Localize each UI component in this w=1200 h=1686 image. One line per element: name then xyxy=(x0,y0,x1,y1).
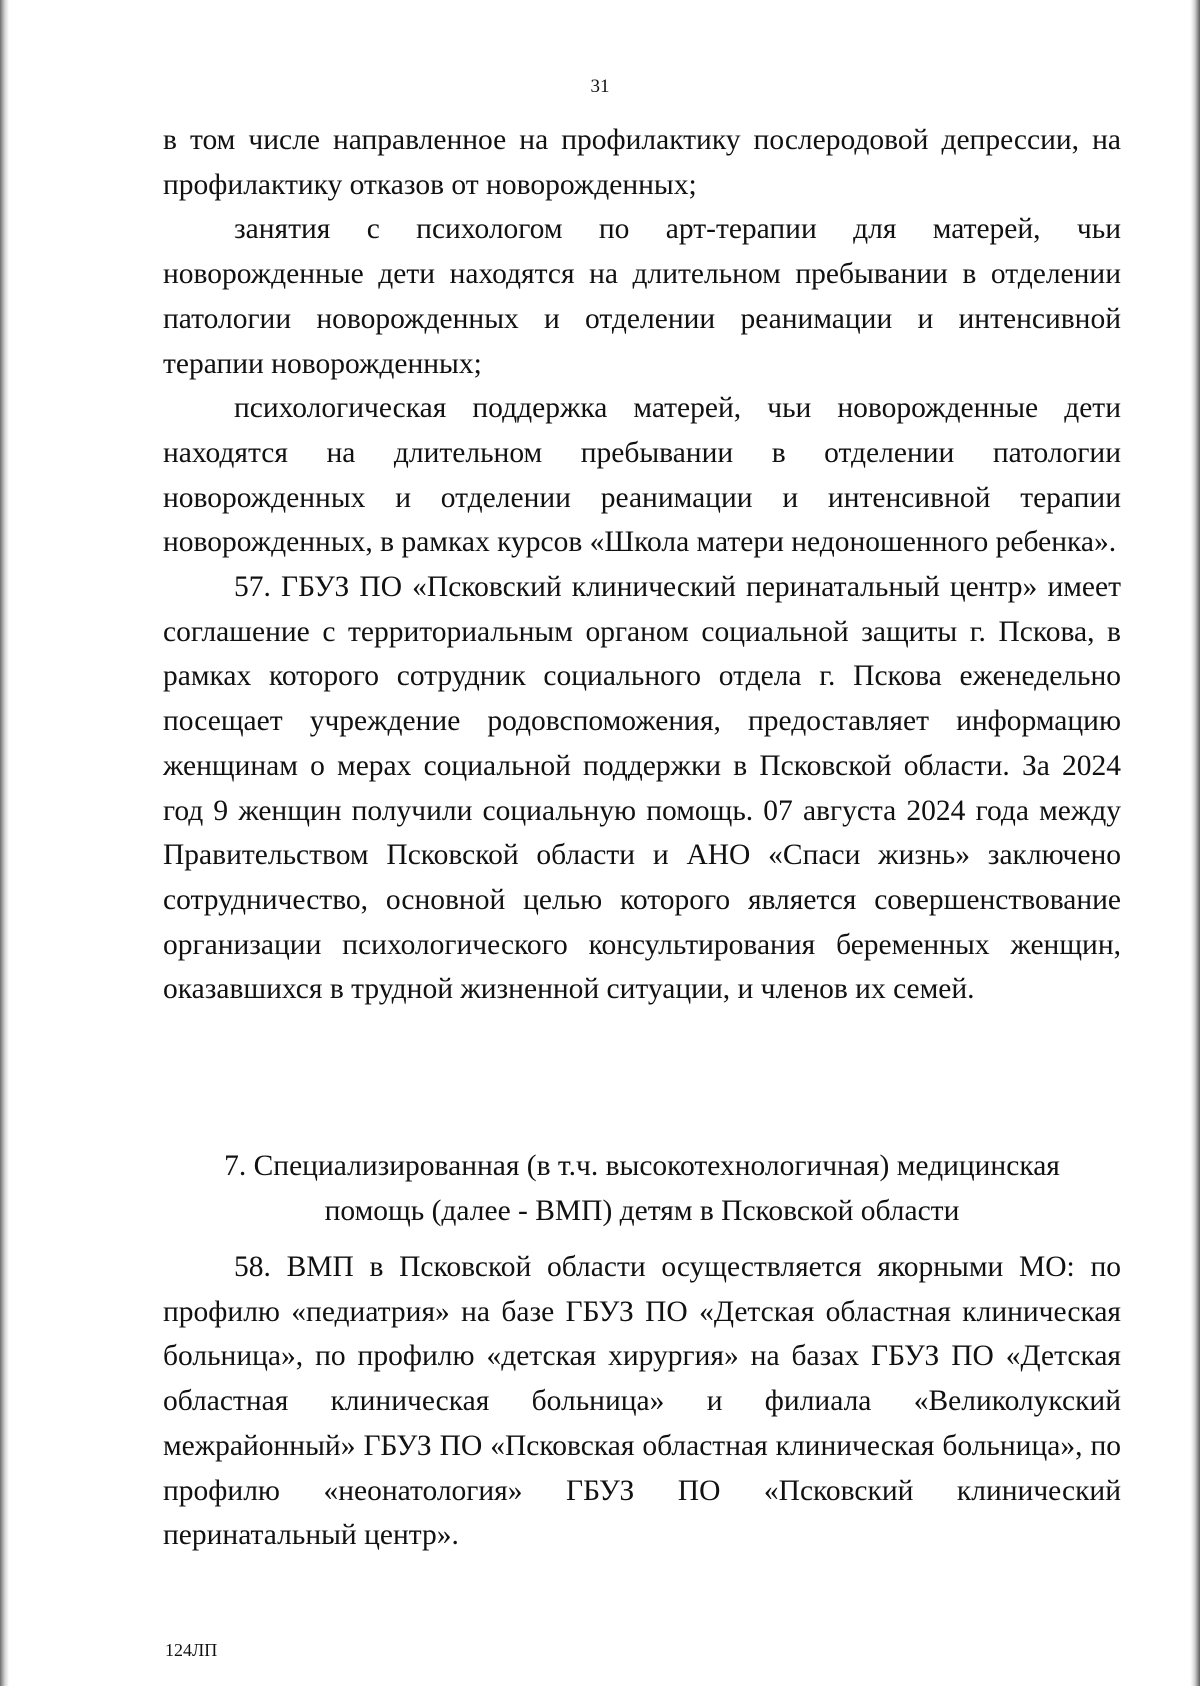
paragraph-art-therapy: занятия с психологом по арт-терапии для матерей, чьи новорожденные дети находятся на длительном пребывании в отделении патологии новорожденных и отделении реанимации и интенсивной терапии новорожденных; xyxy=(163,213,1121,380)
page-number: 31 xyxy=(590,76,610,97)
paragraph-continuation: в том числе направленное на профилактику послеродовой депрессии, на профилактику отказов от новорожденных; xyxy=(163,124,1121,201)
body-text-bottom xyxy=(163,1245,1121,1558)
body-text-top xyxy=(163,118,1121,1012)
section-heading xyxy=(163,1144,1121,1233)
scan-edge-right xyxy=(1190,0,1200,1686)
scan-edge-left xyxy=(0,0,9,1686)
section-heading-line-1: 7. Специализированная (в т.ч. высокотехнологичная) медицинская xyxy=(224,1150,1060,1182)
paragraph-58: 58. ВМП в Псковской области осуществляется якорными МО: по профилю «педиатрия» на базе ГБУЗ ПО «Детская областная клиническая больница», по профилю «детская хирургия» на базах ГБУЗ ПО «Детская областная клиническая больница» и филиала «Великолукский межрайонный» ГБУЗ ПО «Псковская областная клиническая больница», по профилю «неонатология» ГБУЗ ПО «Псковский клинический перинатальный центр». xyxy=(163,1251,1121,1552)
paragraph-psychological-support: психологическая поддержка матерей, чьи новорожденные дети находятся на длительном пребывании в отделении патологии новорожденных и отделении реанимации и интенсивной терапии новорожденных, в рамках курсов «Школа матери недоношенного ребенка». xyxy=(163,392,1121,559)
section-heading-line-2: помощь (далее - ВМП) детям в Псковской области xyxy=(324,1194,960,1227)
paragraph-57: 57. ГБУЗ ПО «Псковский клинический перинатальный центр» имеет соглашение с территориальным органом социальной защиты г. Пскова, в рамках которого сотрудник социального отдела г. Пскова еженедельно посещает учреждение родовспоможения, предоставляет информацию женщинам о мерах социальной поддержки в Псковской области. За 2024 год 9 женщин получили социальную помощь. 07 августа 2024 года между Правительством Псковской области и АНО «Спаси жизнь» заключено сотрудничество, основной целью которого является совершенствование организации психологического консультирования беременных женщин, оказавшихся в трудной жизненной ситуации, и членов их семей. xyxy=(163,571,1121,1006)
document-code: 124ЛП xyxy=(165,1640,218,1660)
